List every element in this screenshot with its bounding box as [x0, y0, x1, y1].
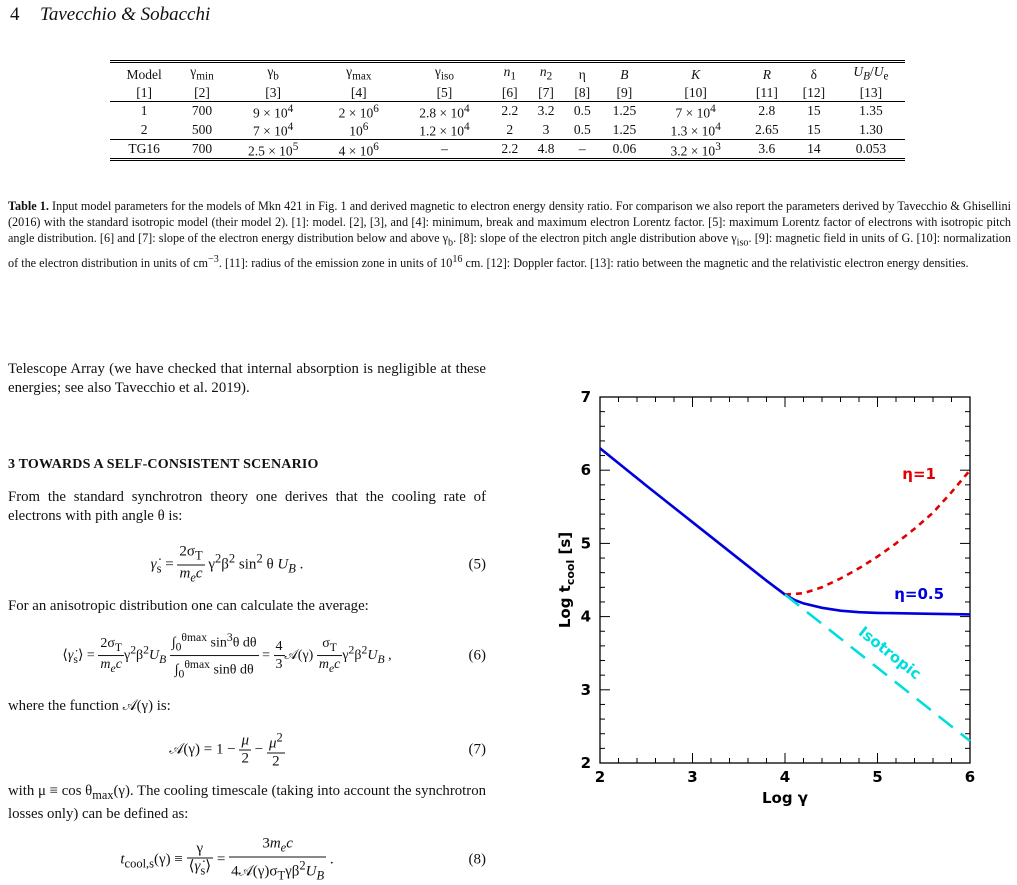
- table-cell: $1.3 \times 10^4$: [670, 121, 721, 139]
- table-index-cell: [8]: [564, 85, 600, 102]
- table-cell: $7 \times 10^4$: [253, 121, 294, 139]
- paragraph-4: with $\mu \equiv \cos \theta_{max}(\gamma)$. The cooling timescale (taking into account the synchrotron losses only) can be defined as:: [8, 783, 486, 822]
- plot-frame: [600, 397, 970, 763]
- table-header-cell: B: [600, 62, 648, 85]
- table-index-cell: [11]: [743, 85, 791, 102]
- y-tick-label: 2: [580, 754, 591, 772]
- table-cell: 15: [807, 121, 821, 137]
- table-header-cell: δ: [791, 62, 837, 85]
- table-cell: $1.2 \times 10^4$: [419, 121, 470, 139]
- table-cell: 2: [140, 121, 148, 137]
- series-label: η=1: [902, 464, 936, 483]
- table-cell: TG16: [110, 139, 178, 160]
- table-index-cell: [13]: [837, 85, 905, 102]
- table-header-cell: $\gamma_{min}$: [178, 62, 226, 85]
- x-tick-label: 6: [964, 768, 976, 786]
- table-index-cell: [4]: [320, 85, 397, 102]
- table-body: [110, 101, 905, 160]
- table-cell: 1.25: [612, 103, 637, 119]
- cooling-time-chart: [548, 380, 988, 830]
- table-header-cell: $n_1$: [492, 62, 528, 85]
- table-cell: 15: [807, 103, 821, 119]
- table-cell: 700: [191, 103, 213, 119]
- table-index-cell: [6]: [492, 85, 528, 102]
- caption-label: Table 1.: [8, 199, 49, 213]
- table-cell: 2.65: [755, 121, 779, 137]
- page-number: 4: [10, 4, 20, 25]
- table-index-cell: [2]: [178, 85, 226, 102]
- series-label: Isotropic: [855, 622, 925, 684]
- table-cell: $4 \times 10^6$: [320, 139, 397, 160]
- table-cell: 4.8: [528, 139, 564, 160]
- equation-7: 𝒜(γ) = 1 − $\frac{\mu}{2}$ − $\frac{\mu^2}{2}$ (7): [169, 730, 486, 770]
- paragraph-2: For an anisotropic distribution one can calculate the average:: [8, 598, 369, 614]
- table-cell: 3: [542, 121, 550, 137]
- table-cell: $7 \times 10^4$: [675, 102, 716, 121]
- y-axis-label: Log $t_{cool}$ [s]: [556, 531, 577, 629]
- table-cell: 2.2: [501, 103, 519, 119]
- table-row: [110, 120, 905, 139]
- table-cell: 1: [140, 103, 148, 119]
- equation-5: $\gammȧ_s$ = $\frac{2\sigma_T}{m_ec}$ $\gamma^2\beta^2$ $\sin^2 \theta$ $U_B$ . (5): [150, 543, 486, 585]
- table-cell: 2.8: [758, 103, 776, 119]
- equation-number-6: (6): [468, 647, 486, 664]
- x-tick-label: 3: [687, 768, 698, 786]
- y-tick-label: 3: [580, 680, 591, 699]
- x-axis-label: Log γ: [761, 789, 809, 807]
- parameters-table: [110, 60, 905, 161]
- table-header-cell: R: [743, 62, 791, 85]
- table-cell: 0.06: [600, 139, 648, 160]
- table-index-cell: [7]: [528, 85, 564, 102]
- table-header-cell: $U_B/U_e$: [837, 62, 905, 85]
- table-header-cell: Model: [110, 62, 178, 85]
- cooling-time-figure: [548, 380, 988, 830]
- table-cell: –: [397, 139, 491, 160]
- table-cell: $2 \times 10^6$: [338, 102, 379, 121]
- table-cell: 1.30: [859, 121, 883, 137]
- table-header-cell: $n_2$: [528, 62, 564, 85]
- table-index-cell: [3]: [226, 85, 320, 102]
- equation-number-7: (7): [468, 741, 486, 758]
- table-header-cell: $\gamma_b$: [226, 62, 320, 85]
- caption-text: Input model parameters for the models of Mkn 421 in Fig. 1 and derived magnetic to electron energy density ratio. For comparison we also report the parameters derived by Tavecchio & Ghisellini (2016) with the standard isotropic model (their model 2). [1]: model. [2], [3], and [4]: minimum, break and maximum electron Lorentz factor. [5]: maximum Lorentz factor of electrons with isotropic pitch angle distribution. [6] and [7]: slope of the electron energy distribution below and above $\gamma_b$. [8]: slope of the electron pitch angle distribution above $\gamma_{iso}$. [9]: magnetic field in units of G. [10]: normalization of the electron distribution in units of $cm^{-3}$. [11]: radius of the emission zone in units of $10^{16}$ cm. [12]: Doppler factor. [13]: ratio between the magnetic and the relativistic electron energy densities.: [8, 199, 1011, 270]
- table-index-cell: [1]: [110, 85, 178, 102]
- equation-8: $t_{cool,s}(\gamma)$ ≡ $\frac{\gamma}{⟨\gammȧ_s⟩}$ = $\frac{3m_ec}{4𝒜(\gamma)\sigma_T\gamma\beta^2U_B}$ . (8): [120, 835, 486, 883]
- table-caption: [8, 198, 1011, 271]
- table-index-cell: [5]: [397, 85, 491, 102]
- table-cell: $2.8 \times 10^4$: [419, 102, 470, 121]
- table-cell: 3.2: [537, 103, 555, 119]
- equation-6: $⟨\gammȧ_s⟩$ = $\frac{2\sigma_T}{m_ec}$ $\gamma^2\beta^2U_B$ $\frac{\int_0^{\theta max} \sin^3\theta d\theta}{\int_0^{\theta max} \sin\theta d\theta}$ = $\frac{4}{3}$ 𝒜(γ) $\frac{\sigma_T}{m_ec}$ $\gamma^2\beta^2U_B$ , (6): [62, 631, 486, 681]
- equation-number-5: (5): [468, 556, 486, 573]
- table-cell: 0.5: [573, 103, 591, 119]
- table-row: [110, 139, 905, 160]
- series-line: [785, 595, 970, 741]
- table-cell: 2.2: [492, 139, 528, 160]
- table-cell: –: [564, 139, 600, 160]
- table-cell: 3.6: [743, 139, 791, 160]
- y-tick-label: 5: [580, 534, 591, 553]
- table-header-cell: $\gamma_{iso}$: [397, 62, 491, 85]
- table-cell: $9 \times 10^4$: [253, 102, 294, 121]
- table-cell: $2.5 \times 10^5$: [226, 139, 320, 160]
- paragraph-3: where the function 𝒜(γ) is:: [8, 698, 171, 714]
- table-cell: 14: [791, 139, 837, 160]
- paragraph-1: From the standard synchrotron theory one derives that the cooling rate of electrons with pith angle θ is:: [8, 489, 486, 524]
- x-tick-label: 5: [872, 768, 883, 786]
- table-header-cell: $\gamma_{max}$: [320, 62, 397, 85]
- equation-number-8: (8): [468, 851, 486, 868]
- table-index-row: [110, 85, 905, 102]
- table-cell: 700: [178, 139, 226, 160]
- table-cell: $10^6$: [349, 121, 369, 139]
- table-index-cell: [9]: [600, 85, 648, 102]
- x-tick-label: 2: [594, 768, 606, 786]
- table-index-cell: [10]: [648, 85, 742, 102]
- running-head: [10, 4, 210, 26]
- table-cell: $3.2 \times 10^3$: [648, 139, 742, 160]
- series-label: η=0.5: [894, 585, 945, 604]
- y-tick-label: 6: [580, 461, 591, 480]
- table-header-cell: K: [648, 62, 742, 85]
- authors: Tavecchio & Sobacchi: [40, 4, 211, 25]
- table-cell: 500: [191, 121, 213, 137]
- table-cell: 0.5: [573, 121, 591, 137]
- series-line: [785, 470, 970, 594]
- table-header-row: [110, 62, 905, 85]
- table-cell: 0.053: [837, 139, 905, 160]
- table-cell: 2: [506, 121, 514, 137]
- table-row: [110, 101, 905, 120]
- table-cell: 1.35: [859, 103, 883, 119]
- intro-paragraph: Telescope Array (we have checked that internal absorption is negligible at these energies; see also Tavecchio et al. 2019).: [8, 361, 486, 396]
- table-header-cell: η: [564, 62, 600, 85]
- y-tick-label: 7: [580, 388, 591, 406]
- table-cell: 1.25: [612, 121, 637, 137]
- section-heading: 3 TOWARDS A SELF-CONSISTENT SCENARIO: [8, 457, 319, 472]
- table-index-cell: [12]: [791, 85, 837, 102]
- x-tick-label: 4: [779, 768, 791, 786]
- y-tick-label: 4: [580, 607, 591, 626]
